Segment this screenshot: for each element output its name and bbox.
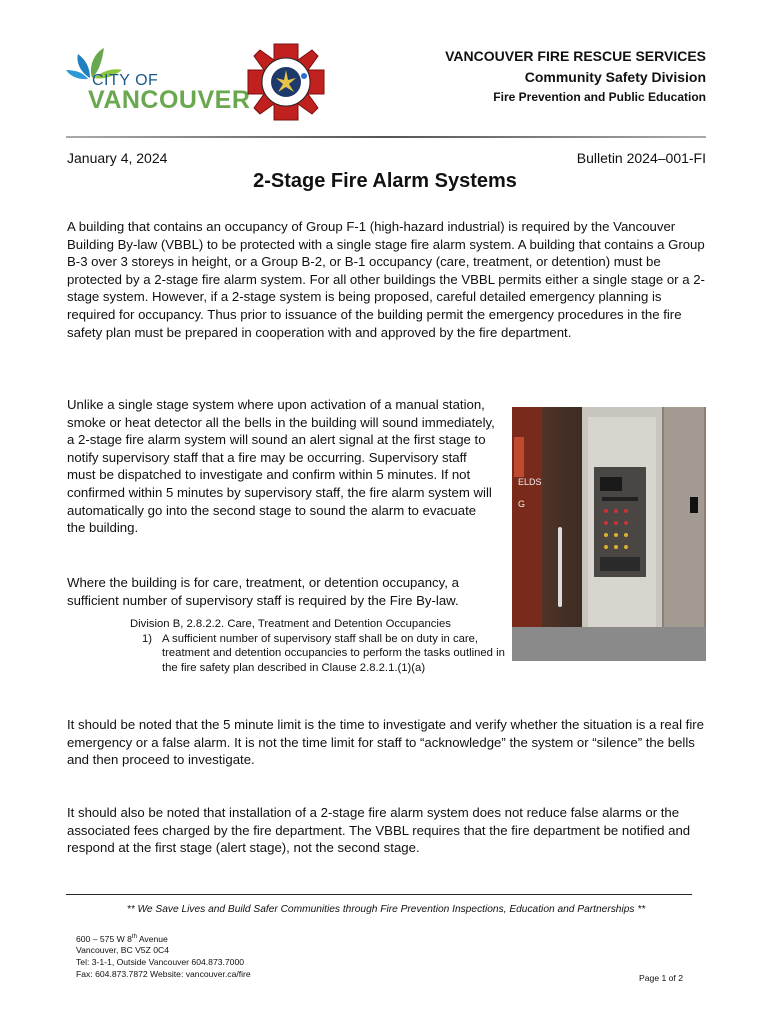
quote-item-number: 1) xyxy=(142,632,153,645)
header-unit: Fire Prevention and Public Education xyxy=(493,90,706,104)
address-street-name: Avenue xyxy=(136,933,168,944)
page-number: Page 1 of 2 xyxy=(639,973,683,983)
footer-address xyxy=(76,932,251,980)
quote-item-text: A sufficient number of supervisory staff shall be on duty in care, treatment and detention occupancies to perform the tasks outlined in the fire safety plan described in Clause 2.8.2.1.(1)(a) xyxy=(162,632,505,674)
header-division: Community Safety Division xyxy=(524,69,706,85)
paragraph-two-stage-explanation: Unlike a single stage system where upon activation of a manual station, smoke or heat detector all the bells in the building will sound immediately, a 2-stage fire alarm system will sound an alert signal at the first stage to notify supervisory staff that a fire may be occurring. Supervisory staff must be dispatched to investigate and confirm within 5 minutes. If not confirmed within 5 minutes by supervisory staff, the fire alarm system will automatically go into the second stage to sound the alarm to evacuate the building. xyxy=(67,397,495,536)
photo-sign-text-1: ELDS xyxy=(518,477,542,487)
fire-bylaw-quote xyxy=(130,617,505,675)
footer-divider xyxy=(66,894,692,895)
logo-vancouver-text: VANCOUVER xyxy=(88,86,251,114)
address-city: Vancouver, BC V5Z 0C4 xyxy=(76,945,169,956)
address-telephone: Tel: 3-1-1, Outside Vancouver 604.873.7000 xyxy=(76,957,245,968)
bulletin-number: Bulletin 2024–001-FI xyxy=(576,150,706,166)
address-street xyxy=(76,932,251,945)
paragraph-care-occupancy: Where the building is for care, treatment, or detention occupancy, a sufficient number of supervisory staff is required by the Fire By-law. xyxy=(67,575,459,608)
quote-item xyxy=(142,632,505,676)
fire-rescue-badge-logo xyxy=(246,42,326,122)
fire-alarm-panel-photo xyxy=(512,407,706,661)
address-street-suffix: th xyxy=(131,934,137,940)
footer-motto: ** We Save Lives and Build Safer Communities through Fire Prevention Inspections, Education and Partnerships ** xyxy=(126,904,646,915)
photo-sign-text-2: G xyxy=(518,499,526,509)
bulletin-date: January 4, 2024 xyxy=(67,150,168,166)
quote-heading: Division B, 2.8.2.2. Care, Treatment and Detention Occupancies xyxy=(130,618,451,630)
page-title: 2-Stage Fire Alarm Systems xyxy=(253,170,517,192)
header-org: VANCOUVER FIRE RESCUE SERVICES xyxy=(445,48,706,64)
paragraph-five-minute-limit: It should be noted that the 5 minute limit is the time to investigate and verify whether the situation is a real fire emergency or a false alarm. It is not the time limit for staff to “acknowledge” the system or “silence” the bells and then proceed to investigate. xyxy=(67,717,705,768)
header-divider xyxy=(66,136,706,138)
paragraph-occupancy-requirements: A building that contains an occupancy of Group F-1 (high-hazard industrial) is required by the Vancouver Building By-law (VBBL) to be protected with a single stage fire alarm system. A building that contains a Group B-3 over 3 storeys in height, or a Group B-2, or B-1 occupancy (care, treatment, or detention) must be protected by a 2-stage fire alarm system. For all other buildings the VBBL permits either a single stage or a 2-stage system. However, if a 2-stage system is being proposed, careful detailed emergency planning is required for occupancy. Thus prior to issuance of the building permit the emergency procedures in the fire safety plan must be prepared in cooperation with and approved by the fire department. xyxy=(67,219,705,340)
city-of-vancouver-logo xyxy=(66,46,251,116)
address-fax-website: Fax: 604.873.7872 Website: vancouver.ca/fire xyxy=(76,968,251,979)
paragraph-false-alarms: It should also be noted that installation of a 2-stage fire alarm system does not reduce false alarms or the associated fees charged by the fire department. The VBBL requires that the fire department be notified and respond at the first stage (alert stage), not the second stage. xyxy=(67,805,691,856)
logo-city-of-text: CITY OF xyxy=(92,72,159,89)
address-street-number: 600 – 575 W 8 xyxy=(76,933,132,944)
